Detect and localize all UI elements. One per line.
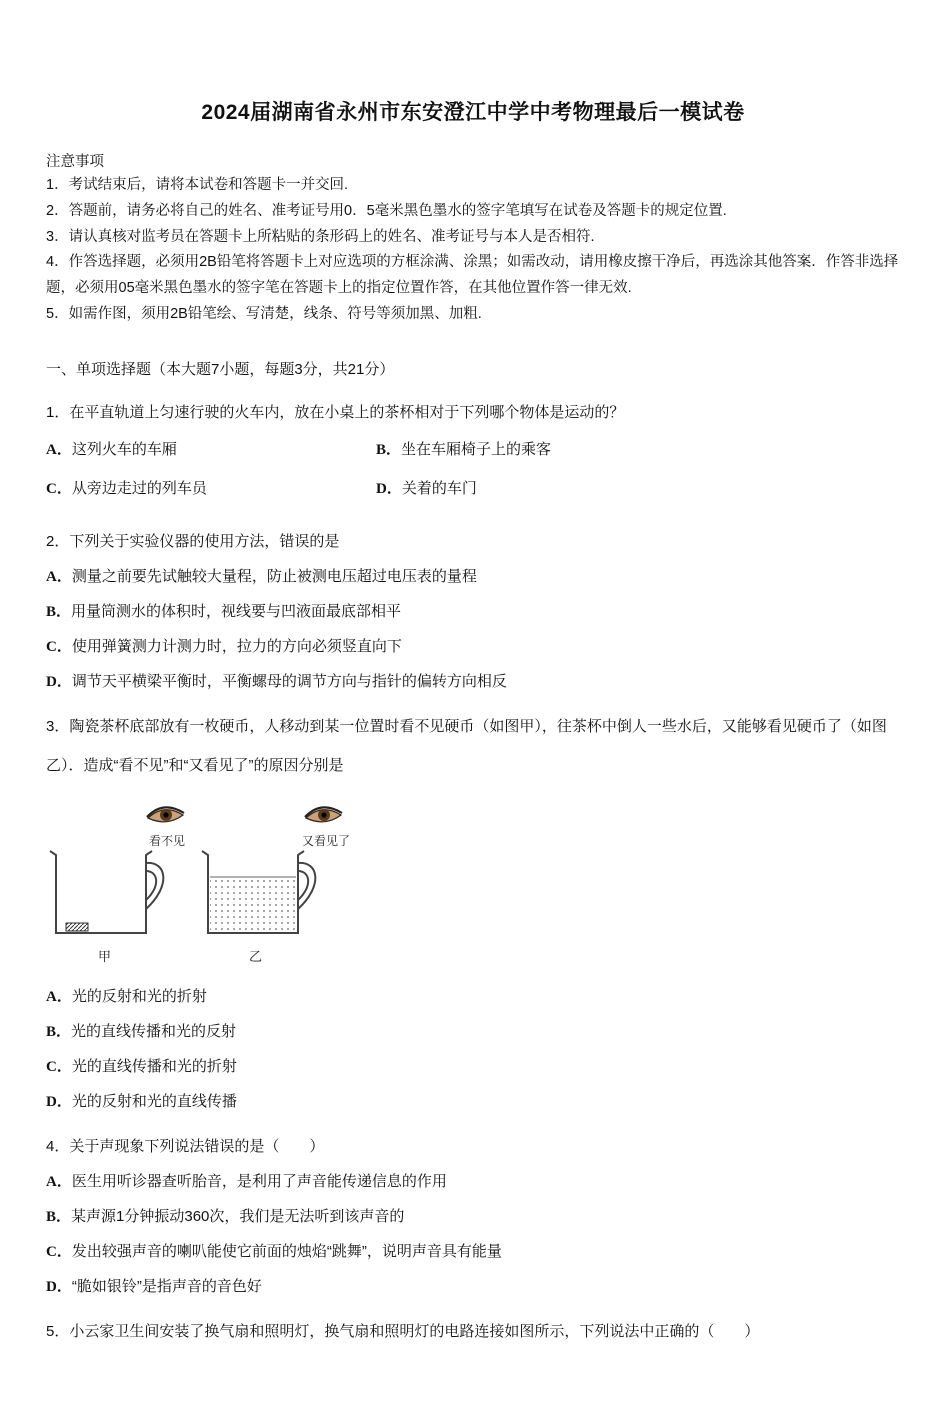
option-text: 坐在车厢椅子上的乘客 <box>401 440 552 458</box>
section-1-header: 一、单项选择题（本大题7小题，每题3分，共21分） <box>46 360 395 378</box>
option-text: 调节天平横梁平衡时，平衡螺母的调节方向与指针的偏转方向相反 <box>71 672 507 690</box>
q4-option-b <box>46 1206 900 1229</box>
water <box>210 877 296 931</box>
option-label: A． <box>46 441 72 458</box>
option-label: B． <box>376 441 402 458</box>
q3-option-c <box>46 1056 900 1079</box>
notice-item-4: 4．作答选择题，必须用2B铅笔将答题卡上对应选项的方框涂满、涂黑；如需改动，请用橡皮擦干净后，再选涂其他答案．作答非选择题，必须用05毫米黑色墨水的签字笔在答题卡上的指定位置作答，在其他位置作答一律无效. <box>46 254 899 297</box>
option-text: 光的反射和光的直线传播 <box>71 1092 237 1110</box>
option-label: D． <box>46 673 72 690</box>
label-cup-jia: 甲 <box>98 949 112 965</box>
option-label: A． <box>46 569 72 586</box>
option-label: C． <box>46 638 72 655</box>
notice-item-2: 2．答题前，请务必将自己的姓名、准考证号用0．5毫米黑色墨水的签字笔填写在试卷及答题卡的规定位置. <box>46 202 727 219</box>
cups-illustration <box>46 801 416 969</box>
option-text: 光的直线传播和光的折射 <box>71 1057 237 1075</box>
question-2-stem: 2．下列关于实验仪器的使用方法，错误的是 <box>46 533 340 551</box>
option-label: B． <box>46 604 72 621</box>
notice-item-1: 1．考试结束后，请将本试卷和答题卡一并交回. <box>46 177 349 193</box>
notice-item-5: 5．如需作图，须用2B铅笔绘、写清楚，线条、符号等须加黑、加粗. <box>46 305 482 322</box>
question-1-options <box>46 431 900 509</box>
question-3-stem: 3．陶瓷茶杯底部放有一枚硬币，人移动到某一位置时看不见硬币（如图甲），往茶杯中倒人一些水后，又能够看见硬币了（如图乙）．造成“看不见”和“又看见了”的原因分别是 <box>46 718 887 775</box>
cup-right-yi <box>202 851 315 933</box>
eye-icon-right <box>305 808 342 822</box>
option-text: 光的直线传播和光的反射 <box>71 1023 237 1041</box>
option-label: C． <box>46 1058 72 1075</box>
q2-option-a <box>46 566 900 589</box>
option-label: B． <box>46 1209 72 1226</box>
option-text: 发出较强声音的喇叭能使它前面的烛焰“跳舞”，说明声音具有能量 <box>71 1242 502 1260</box>
option-text: 关着的车门 <box>401 479 477 497</box>
q1-option-d <box>376 478 900 501</box>
option-text: 用量筒测水的体积时，视线要与凹液面最底部相平 <box>71 603 402 621</box>
option-label: D． <box>376 480 402 497</box>
option-text: 医生用听诊器查听胎音，是利用了声音能传递信息的作用 <box>71 1173 447 1191</box>
question-5 <box>46 1320 900 1344</box>
q3-option-d <box>46 1091 900 1114</box>
option-text: 从旁边走过的列车员 <box>71 479 207 497</box>
option-label: C． <box>46 1243 72 1260</box>
label-see-again: 又看见了 <box>302 834 351 849</box>
option-label: D． <box>46 1093 72 1110</box>
eye-icon-left <box>147 808 184 822</box>
q2-option-b <box>46 601 900 624</box>
paper-title: 2024届湖南省永州市东安澄江中学中考物理最后一模试卷 <box>201 101 745 124</box>
q4-option-c <box>46 1241 900 1264</box>
question-5-stem: 5．小云家卫生间安装了换气扇和照明灯，换气扇和照明灯的电路连接如图所示，下列说法中正确的（ ） <box>46 1323 760 1341</box>
option-label: D． <box>46 1278 72 1295</box>
q1-option-a <box>46 439 376 462</box>
option-label: A． <box>46 989 72 1006</box>
question-1-stem: 1．在平直轨道上匀速行驶的火车内，放在小桌上的茶杯相对于下列哪个物体是运动的？ <box>46 403 625 421</box>
question-1 <box>46 401 900 509</box>
q4-option-a <box>46 1171 900 1194</box>
option-text: “脆如银铃”是指声音的音色好 <box>71 1277 262 1295</box>
option-text: 这列火车的车厢 <box>71 440 177 458</box>
coin <box>66 923 88 931</box>
question-3-figure <box>46 801 900 974</box>
option-label: A． <box>46 1174 72 1191</box>
option-text: 使用弹簧测力计测力时，拉力的方向必须竖直向下 <box>71 637 402 655</box>
q2-option-c <box>46 636 900 659</box>
cup-left-jia <box>50 851 163 933</box>
label-cup-yi: 乙 <box>249 949 263 965</box>
q1-option-c <box>46 478 376 501</box>
option-label: B． <box>46 1024 72 1041</box>
notice-header: 注意事项 <box>46 154 104 170</box>
question-4 <box>46 1135 900 1298</box>
q2-option-d <box>46 671 900 694</box>
option-label: C． <box>46 480 72 497</box>
option-text: 某声源1分钟振动360次，我们是无法听到该声音的 <box>71 1208 405 1226</box>
q3-option-b <box>46 1021 900 1044</box>
question-3 <box>46 707 900 1113</box>
option-text: 光的反射和光的折射 <box>71 988 207 1006</box>
notice-item-3: 3．请认真核对监考员在答题卡上所粘贴的条形码上的姓名、准考证号与本人是否相符. <box>46 228 595 245</box>
option-text: 测量之前要先试触较大量程，防止被测电压超过电压表的量程 <box>71 568 477 586</box>
question-2 <box>46 530 900 693</box>
question-4-stem: 4．关于声现象下列说法错误的是（ ） <box>46 1138 325 1156</box>
label-cannot-see: 看不见 <box>149 834 186 849</box>
q3-option-a <box>46 986 900 1009</box>
q4-option-d <box>46 1276 900 1299</box>
q1-option-b <box>376 439 900 462</box>
notice-section <box>46 150 900 328</box>
